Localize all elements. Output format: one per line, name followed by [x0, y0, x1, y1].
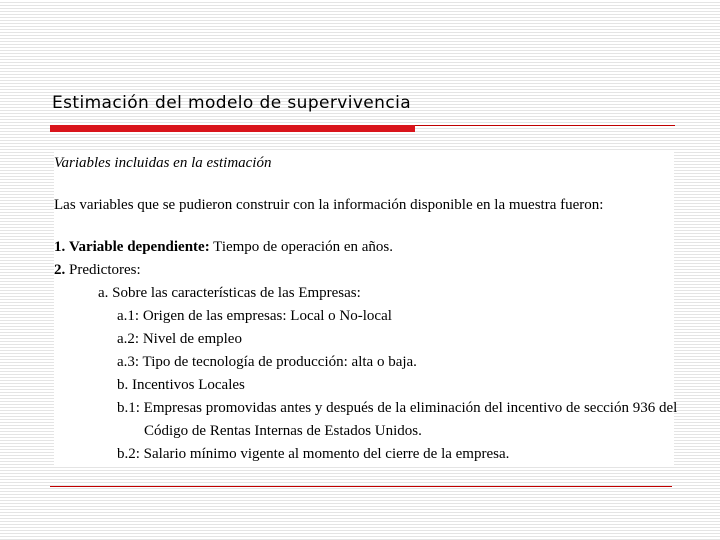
item-2-number: 2. — [54, 262, 66, 278]
list-item-b1: b.1: Empresas promovidas antes y después de la eliminación del incentivo de sección 936 del — [117, 400, 678, 416]
title-divider-accent-bar — [50, 125, 415, 132]
content-subtitle: Variables incluidas en la estimación — [54, 155, 272, 171]
item-2 — [54, 259, 674, 282]
section-a-heading: a. Sobre las características de las Empresas: — [98, 285, 361, 301]
item-1-label: Variable dependiente: — [69, 239, 210, 255]
spacer — [54, 217, 674, 236]
list-item-a3: a.3: Tipo de tecnología de producción: alta o baja. — [117, 354, 417, 370]
item-1 — [54, 236, 674, 259]
slide-title: Estimación del modelo de supervivencia — [52, 93, 412, 113]
section-b-heading: b. Incentivos Locales — [117, 377, 245, 393]
list-item-b2: b.2: Salario mínimo vigente al momento del cierre de la empresa. — [117, 446, 510, 462]
list-item-a1: a.1: Origen de las empresas: Local o No-local — [117, 308, 392, 324]
intro-text: Las variables que se pudieron construir con la información disponible en la muestra fueron: — [54, 197, 604, 213]
spacer — [54, 175, 674, 194]
item-1-number: 1. — [54, 239, 66, 255]
title-divider — [50, 125, 675, 135]
slide-content — [54, 152, 678, 466]
list-item-a2: a.2: Nivel de empleo — [117, 331, 242, 347]
item-2-label: Predictores: — [69, 262, 141, 278]
list-item-b1-continuation: Código de Rentas Internas de Estados Unidos. — [144, 423, 422, 439]
item-1-text: Tiempo de operación en años. — [209, 239, 394, 255]
bottom-divider — [50, 486, 672, 487]
